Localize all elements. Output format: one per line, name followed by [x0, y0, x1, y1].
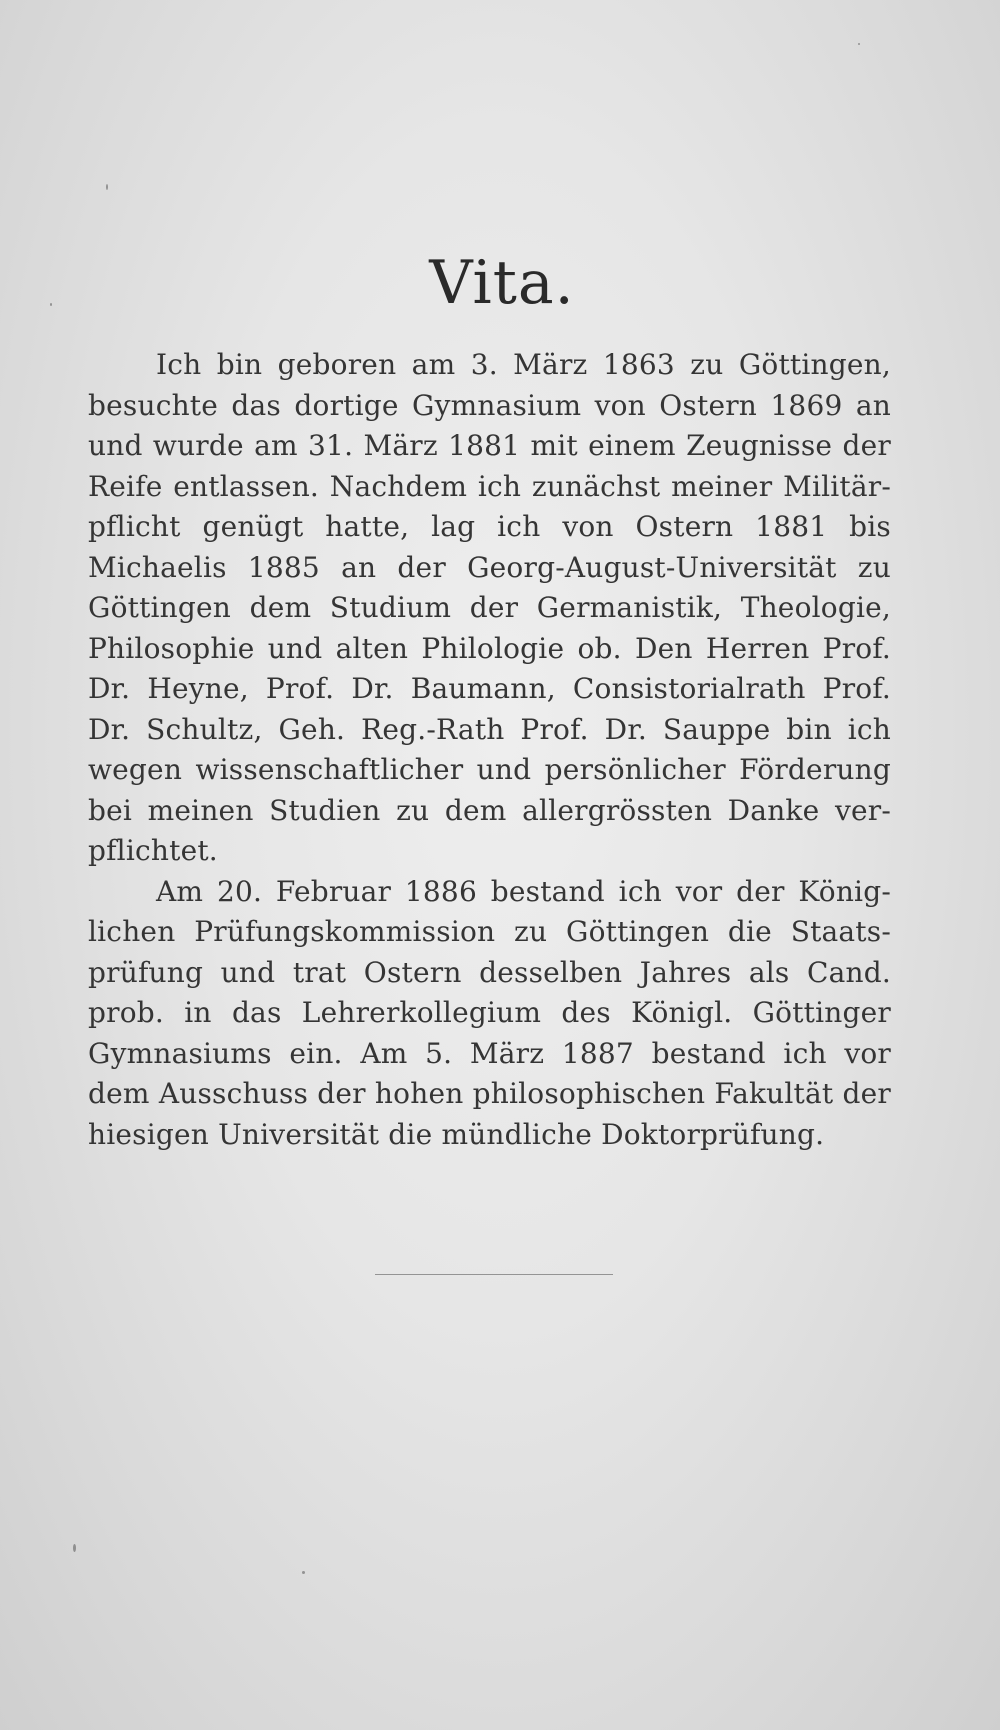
paragraph-line: Dr. Heyne, Prof. Dr. Baumann, Consistorialrath Prof. — [88, 672, 891, 705]
paragraph-line: pflicht genügt hatte, lag ich von Ostern 1881 bis — [88, 510, 891, 543]
page-title: Vita. — [429, 248, 575, 318]
paragraph-1 — [88, 345, 891, 872]
paper-speck — [106, 184, 108, 190]
paper-speck — [73, 1544, 76, 1552]
paragraph-line: hiesigen Universität die mündliche Doktorprüfung. — [88, 1117, 825, 1151]
paragraph-line: dem Ausschuss der hohen philosophischen Fakultät der — [88, 1077, 891, 1110]
paragraph-line: prüfung und trat Ostern desselben Jahres als Cand. — [88, 955, 891, 989]
paragraph-line: besuchte das dortige Gymnasium von Ostern 1869 an — [88, 388, 891, 422]
paragraph-line: Michaelis 1885 an der Georg-August-Universität zu — [88, 550, 891, 584]
paper-speck — [858, 43, 860, 45]
paragraph-line: Dr. Schultz, Geh. Reg.-Rath Prof. Dr. Sauppe bin ich — [88, 712, 891, 746]
paragraph-2 — [88, 872, 891, 1156]
vita-text — [88, 345, 891, 1155]
paragraph-line: prob. in das Lehrerkollegium des Königl. Göttinger — [88, 996, 891, 1029]
paragraph-line: Ich bin geboren am 3. März 1863 zu Göttingen, — [156, 348, 891, 381]
horizontal-rule — [375, 1274, 613, 1275]
paragraph-line: Göttingen dem Studium der Germanistik, Theologie, — [88, 591, 891, 624]
paper-speck — [302, 1571, 305, 1574]
paragraph-line: und wurde am 31. März 1881 mit einem Zeugnisse der — [88, 429, 891, 462]
paragraph-line: bei meinen Studien zu dem allergrössten Danke ver- — [88, 793, 891, 827]
paragraph-line: Gymnasiums ein. Am 5. März 1887 bestand ich vor — [88, 1036, 891, 1070]
paragraph-line: Philosophie und alten Philologie ob. Den Herren Prof. — [88, 631, 891, 665]
paragraph-line: lichen Prüfungskommission zu Göttingen die Staats- — [88, 915, 891, 948]
paragraph-line: pflichtet. — [88, 834, 218, 867]
paragraph-line: Am 20. Februar 1886 bestand ich vor der König- — [156, 874, 891, 908]
paragraph-line: wegen wissenschaftlicher und persönlicher Förderung — [88, 753, 891, 786]
paragraph-line: Reife entlassen. Nachdem ich zunächst meiner Militär- — [88, 469, 891, 503]
